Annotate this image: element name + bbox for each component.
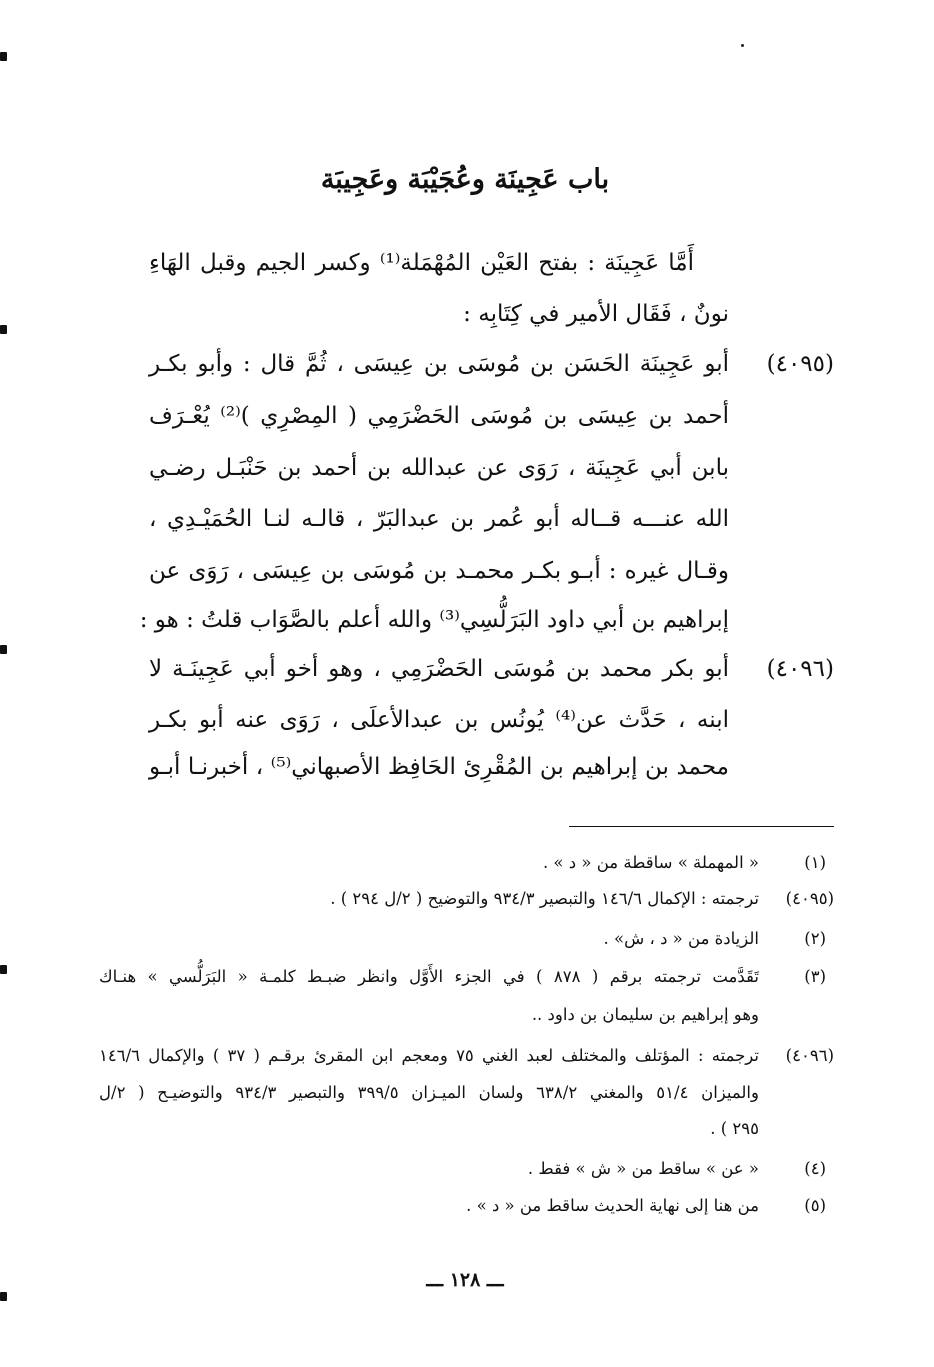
footnote-text: « المهملة » ساقطة من « د » . <box>542 853 759 872</box>
footnote-text: ترجمته : الإكمال ١٤٦/٦ والتبصير ٩٣٤/٣ والتوضيح ( ٢/ل ٢٩٤ ) . <box>330 889 759 908</box>
footnote-number: (٥) <box>804 1196 826 1215</box>
footnote-text: والميزان ٥١/٤ والمغني ٦٣٨/٢ ولسان الميـزان ٣٩٩/٥ والتبصير ٩٣٤/٣ والتوضيـح ( ٢/ل <box>99 1083 759 1102</box>
scan-edge-mark <box>0 965 7 974</box>
entry-line: إبراهيم بن أبي داود البَرَلُّسِي⁽³⁾ والله أعلم بالصَّوَاب قلتُ : هو : <box>139 607 729 633</box>
footnote-text: تَقَدَّمت ترجمته برقم ( ٨٧٨ ) في الجزء الأَوَّل وانظر ضبـط كلمـة « البَرَلُّسي » هنـاك <box>99 967 759 986</box>
entry-line: بابن أبي عَجِينَة ، رَوَى عن عبدالله بن أحمد بن حَنْبَـل رضـي <box>149 455 729 481</box>
scan-speck <box>741 44 744 47</box>
entry-line: وقـال غيره : أبـو بكـر محمـد بن مُوسَى بن عِيسَى ، رَوَى عن <box>149 558 729 584</box>
footnote-text: ترجمته : المؤتلف والمختلف لعبد الغني ٧٥ ومعجم ابن المقرئ برقـم ( ٣٧ ) والإكمال ١٤٦/٦ <box>99 1046 759 1065</box>
scan-edge-mark <box>0 52 7 61</box>
scan-edge-mark <box>0 645 7 654</box>
footnote-number: (١) <box>804 853 826 872</box>
entry-number: (٤٠٩٥) <box>766 351 834 377</box>
scan-edge-mark <box>0 325 7 334</box>
footnote-number: (٤) <box>804 1159 826 1178</box>
footnote-number: (٤٠٩٦) <box>785 1046 834 1065</box>
footnote-text: الزيادة من « د ، ش» . <box>603 929 759 948</box>
entry-line: الله عنـــه قــاله أبو عُمر بن عبدالبَرّ ، قالـه لنـا الحُمَيْـدِي ، <box>149 506 729 532</box>
footnote-separator <box>569 826 834 827</box>
footnote-number: (٣) <box>804 967 826 986</box>
entry-line: أبو عَجِينَة الحَسَن بن مُوسَى بن عِيسَى ، ثُمَّ قال : وأبو بكـر <box>149 351 729 377</box>
entry-line: ابنه ، حَدَّث عن⁽⁴⁾ يُونُس بن عبدالأعلَى ، رَوَى عنه أبو بكـر <box>149 707 729 733</box>
footnote-number: (٤٠٩٥) <box>785 889 834 908</box>
footnote-text: من هنا إلى نهاية الحديث ساقط من « د » . <box>466 1196 759 1215</box>
intro-line: أَمَّا عَجِينَة : بفتح العَيْن المُهْمَلة⁽¹⁾ وكسر الجيم وقبل الهَاءِ <box>149 250 695 276</box>
page-number: ـــ ١٢٨ ـــ <box>426 1269 504 1291</box>
scan-edge-mark <box>0 1292 7 1301</box>
entry-line: محمد بن إبراهيم بن المُقْرِئ الحَافِظ الأصبهاني⁽⁵⁾ ، أخبرنـا أبـو <box>149 754 729 780</box>
entry-line: أبو بكر محمد بن مُوسَى الحَضْرَمِي ، وهو أخو أبي عَجِينَـة لا <box>149 656 729 682</box>
entry-line: أحمد بن عِيسَى بن مُوسَى الحَضْرَمِي ( المِصْرِي )⁽²⁾ يُعْـرَف <box>149 403 729 429</box>
footnote-number: (٢) <box>804 929 826 948</box>
intro-line: نونٌ ، فَقَال الأمير في كِتَابِه : <box>463 301 729 327</box>
chapter-title: باب عَجِينَة وعُجَيْبَة وعَجِيبَة <box>320 164 610 195</box>
footnote-text: ٢٩٥ ) . <box>710 1119 759 1138</box>
entry-number: (٤٠٩٦) <box>766 656 834 682</box>
footnote-text: وهو إبراهيم بن سليمان بن داود .. <box>531 1005 759 1024</box>
footnote-text: « عن » ساقط من « ش » فقط . <box>527 1159 759 1178</box>
